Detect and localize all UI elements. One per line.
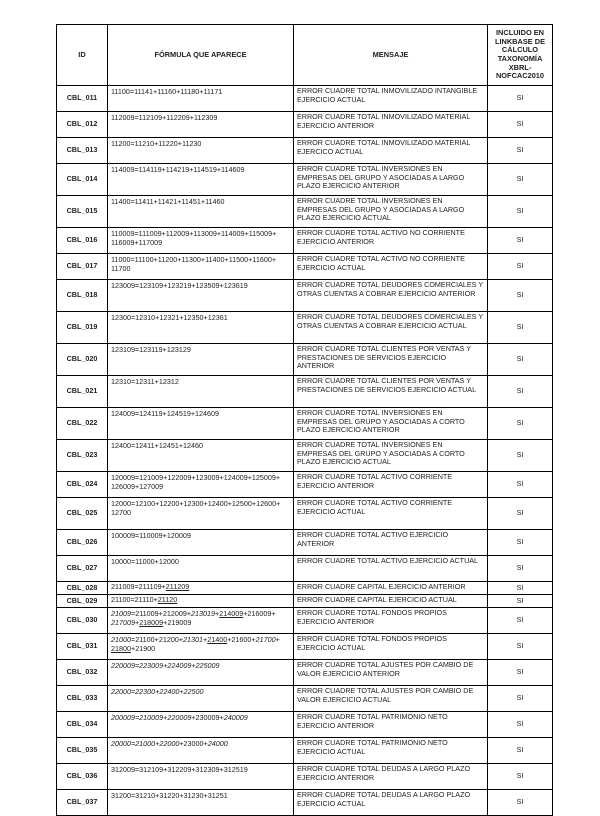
table-row (57, 86, 553, 112)
rule-id: CBL_022 (57, 408, 108, 440)
header-id: ID (57, 25, 108, 86)
rule-id: CBL_026 (57, 530, 108, 556)
rule-included: SI (488, 498, 553, 530)
rule-id: CBL_025 (57, 498, 108, 530)
table-row (57, 112, 553, 138)
rule-id: CBL_023 (57, 440, 108, 472)
table-row (57, 440, 553, 472)
table-row (57, 556, 553, 582)
rule-formula: 31200=31210+31220+31230+31251 (108, 790, 294, 816)
formula-part-underlined: 21120 (157, 595, 178, 604)
rule-formula: 11100=11141+11160+11180+11171 (108, 86, 294, 112)
rule-formula: 22000=22300+22400+22500 (108, 686, 294, 712)
table-row (57, 634, 553, 660)
rule-formula: 11400=11411+11421+11451+11460 (108, 196, 294, 228)
table-row (57, 312, 553, 344)
rule-included: SI (488, 712, 553, 738)
table-row (57, 196, 553, 228)
rule-formula: 12310=12311+12312 (108, 376, 294, 408)
rule-message: ERROR CUADRE TOTAL INMOVILIZADO MATERIAL EJERCICIO ANTERIOR (294, 112, 488, 138)
rule-formula: 124009=124119+124519+124609 (108, 408, 294, 440)
rule-formula: 12000=12100+12200+12300+12400+12500+12600+ 12700 (108, 498, 294, 530)
rule-included: SI (488, 634, 553, 660)
rule-id: CBL_034 (57, 712, 108, 738)
rule-id: CBL_032 (57, 660, 108, 686)
rule-message: ERROR CUADRE TOTAL ACTIVO EJERCICIO ACTUAL (294, 556, 488, 582)
rule-formula: 12300=12310+12321+12350+12361 (108, 312, 294, 344)
table-row (57, 582, 553, 595)
rule-id: CBL_014 (57, 164, 108, 196)
rule-formula: 120009=121009+122009+123009+124009+125009+ 126009+127009 (108, 472, 294, 498)
rule-formula: 112009=112109+112209+112309 (108, 112, 294, 138)
rule-included: SI (488, 408, 553, 440)
validation-rules-table (56, 24, 553, 816)
rule-id: CBL_011 (57, 86, 108, 112)
rule-message: ERROR CUADRE TOTAL INMOVILIZADO INTANGIBLE EJERCICIO ACTUAL (294, 86, 488, 112)
rule-message: ERROR CUADRE CAPITAL EJERCICIO ACTUAL (294, 595, 488, 608)
table-row (57, 660, 553, 686)
rule-message: ERROR CUADRE TOTAL PATRIMONIO NETO EJERCICIO ANTERIOR (294, 712, 488, 738)
rule-included: SI (488, 764, 553, 790)
rule-included: SI (488, 595, 553, 608)
rule-included: SI (488, 686, 553, 712)
rule-message: ERROR CUADRE TOTAL ACTIVO NO CORRIENTE EJERCICIO ACTUAL (294, 254, 488, 280)
rule-included: SI (488, 556, 553, 582)
rule-included: SI (488, 660, 553, 686)
rule-formula: 21000=21100+21200+21301+21400+21600+21700+ 21800+21900 (108, 634, 294, 660)
rule-id: CBL_020 (57, 344, 108, 376)
table-row (57, 280, 553, 312)
header-message: MENSAJE (294, 25, 488, 86)
rule-id: CBL_015 (57, 196, 108, 228)
rule-included: SI (488, 228, 553, 254)
rule-formula: 200009=210009+220009+230009+240009 (108, 712, 294, 738)
table-row (57, 608, 553, 634)
rule-id: CBL_036 (57, 764, 108, 790)
rule-id: CBL_037 (57, 790, 108, 816)
rule-included: SI (488, 112, 553, 138)
rule-message: ERROR CUADRE TOTAL FONDOS PROPIOS EJERCICIO ACTUAL (294, 634, 488, 660)
rule-formula: 10000=11000+12000 (108, 556, 294, 582)
rule-formula: 110009=111009+112009+113009+114009+115009+ 116009+117009 (108, 228, 294, 254)
rule-id: CBL_012 (57, 112, 108, 138)
rule-message: ERROR CUADRE TOTAL ACTIVO EJERCICIO ANTERIOR (294, 530, 488, 556)
rule-message: ERROR CUADRE TOTAL INVERSIONES EN EMPRESAS DEL GRUPO Y ASOCIADAS A CORTO PLAZO EJERCICIO ANTERIOR (294, 408, 488, 440)
rule-included: SI (488, 582, 553, 595)
rule-formula: 20000=21000+22000+23000+24000 (108, 738, 294, 764)
rule-included: SI (488, 790, 553, 816)
rule-formula (108, 595, 294, 608)
rule-id: CBL_018 (57, 280, 108, 312)
table-row (57, 408, 553, 440)
formula-part-underlined: 211209 (165, 582, 190, 591)
table-row (57, 764, 553, 790)
rule-included: SI (488, 312, 553, 344)
formula-part: 21100=21110+ (111, 595, 158, 604)
rule-included: SI (488, 138, 553, 164)
rule-id: CBL_013 (57, 138, 108, 164)
rule-message: ERROR CUADRE CAPITAL EJERCICIO ANTERIOR (294, 582, 488, 595)
rule-formula: 114009=114119+114219+114519+114609 (108, 164, 294, 196)
table-row (57, 738, 553, 764)
rule-message: ERROR CUADRE TOTAL DEUDORES COMERCIALES Y OTRAS CUENTAS A COBRAR EJERCICIO ACTUAL (294, 312, 488, 344)
rule-id: CBL_027 (57, 556, 108, 582)
rule-message: ERROR CUADRE TOTAL CLIENTES POR VENTAS Y PRESTACIONES DE SERVICIOS EJERCICIO ANTERIOR (294, 344, 488, 376)
rule-id: CBL_017 (57, 254, 108, 280)
table-row (57, 530, 553, 556)
rule-message: ERROR CUADRE TOTAL INMOVILIZADO MATERIAL EJERCICO ACTUAL (294, 138, 488, 164)
table-row (57, 344, 553, 376)
rule-id: CBL_019 (57, 312, 108, 344)
rule-formula: 11000=11100+11200+11300+11400+11500+11600+ 11700 (108, 254, 294, 280)
rule-formula: 220009=223009+224009+225009 (108, 660, 294, 686)
rule-message: ERROR CUADRE TOTAL AJUSTES POR CAMBIO DE VALOR EJERCICIO ANTERIOR (294, 660, 488, 686)
rule-formula: 12400=12411+12451+12460 (108, 440, 294, 472)
rule-included: SI (488, 608, 553, 634)
table-row (57, 164, 553, 196)
header-included: INCLUIDO EN LINKBASE DE CÁLCULO TAXONOMÍA XBRL-NOFCAC2010 (488, 25, 553, 86)
table-row (57, 228, 553, 254)
table-row (57, 254, 553, 280)
rule-message: ERROR CUADRE TOTAL ACTIVO CORRIENTE EJERCICIO ANTERIOR (294, 472, 488, 498)
rule-formula: 100009=110009+120009 (108, 530, 294, 556)
rule-included: SI (488, 472, 553, 498)
validation-rules-document (56, 24, 552, 816)
rule-included: SI (488, 164, 553, 196)
rule-id: CBL_024 (57, 472, 108, 498)
rule-message: ERROR CUADRE TOTAL AJUSTES POR CAMBIO DE VALOR EJERCICIO ACTUAL (294, 686, 488, 712)
rule-included: SI (488, 530, 553, 556)
table-row (57, 595, 553, 608)
rule-message: ERROR CUADRE TOTAL ACTIVO CORRIENTE EJERCICIO ACTUAL (294, 498, 488, 530)
rule-included: SI (488, 280, 553, 312)
rule-included: SI (488, 86, 553, 112)
rule-message: ERROR CUADRE TOTAL INVERSIONES EN EMPRESAS DEL GRUPO Y ASOCIADAS A LARGO PLAZO EJERCICIO ANTERIOR (294, 164, 488, 196)
table-row (57, 498, 553, 530)
rule-included: SI (488, 196, 553, 228)
rule-message: ERROR CUADRE TOTAL ACTIVO NO CORRIENTE EJERCICIO ANTERIOR (294, 228, 488, 254)
rule-id: CBL_021 (57, 376, 108, 408)
rule-message: ERROR CUADRE TOTAL DEUDAS A LARGO PLAZO EJERCICIO ACTUAL (294, 790, 488, 816)
rule-included: SI (488, 440, 553, 472)
table-row (57, 472, 553, 498)
rule-formula: 21009=211009+212009+213019+214009+216009+ 217009+218009+219009 (108, 608, 294, 634)
rule-id: CBL_016 (57, 228, 108, 254)
table-row (57, 376, 553, 408)
table-row (57, 686, 553, 712)
rule-message: ERROR CUADRE TOTAL DEUDORES COMERCIALES Y OTRAS CUENTAS A COBRAR EJERCICIO ANTERIOR (294, 280, 488, 312)
rule-id: CBL_035 (57, 738, 108, 764)
rule-message: ERROR CUADRE TOTAL DEUDAS A LARGO PLAZO EJERCICIO ANTERIOR (294, 764, 488, 790)
header-formula: FÓRMULA QUE APARECE (108, 25, 294, 86)
rule-id: CBL_029 (57, 595, 108, 608)
rule-formula: 312009=312109+312209+312309+312519 (108, 764, 294, 790)
rule-included: SI (488, 376, 553, 408)
rule-formula: 11200=11210+11220+11230 (108, 138, 294, 164)
rule-formula: 123009=123109+123219+123509+123619 (108, 280, 294, 312)
rule-id: CBL_033 (57, 686, 108, 712)
rule-message: ERROR CUADRE TOTAL FONDOS PROPIOS EJERCICIO ANTERIOR (294, 608, 488, 634)
table-row (57, 138, 553, 164)
rule-formula: 123109=123119+123129 (108, 344, 294, 376)
table-header-row (57, 25, 553, 86)
table-row (57, 712, 553, 738)
rule-included: SI (488, 344, 553, 376)
rule-message: ERROR CUADRE TOTAL PATRIMONIO NETO EJERCICIO ACTUAL (294, 738, 488, 764)
rule-message: ERROR CUADRE TOTAL INVERSIONES EN EMPRESAS DEL GRUPO Y ASOCIADAS A CORTO PLAZO EJERCICIO ACTUAL (294, 440, 488, 472)
rule-included: SI (488, 738, 553, 764)
table-row (57, 790, 553, 816)
rule-id: CBL_030 (57, 608, 108, 634)
rule-message: ERROR CUADRE TOTAL CLIENTES POR VENTAS Y PRESTACIONES DE SERVICIOS EJERCICIO ACTUAL (294, 376, 488, 408)
formula-part: 211009=211109+ (111, 582, 166, 591)
rule-id: CBL_031 (57, 634, 108, 660)
rule-id: CBL_028 (57, 582, 108, 595)
rule-formula (108, 582, 294, 595)
rule-message: ERROR CUADRE TOTAL INVERSIONES EN EMPRESAS DEL GRUPO Y ASOCIADAS A LARGO PLAZO EJERCICIO ACTUAL (294, 196, 488, 228)
rule-included: SI (488, 254, 553, 280)
